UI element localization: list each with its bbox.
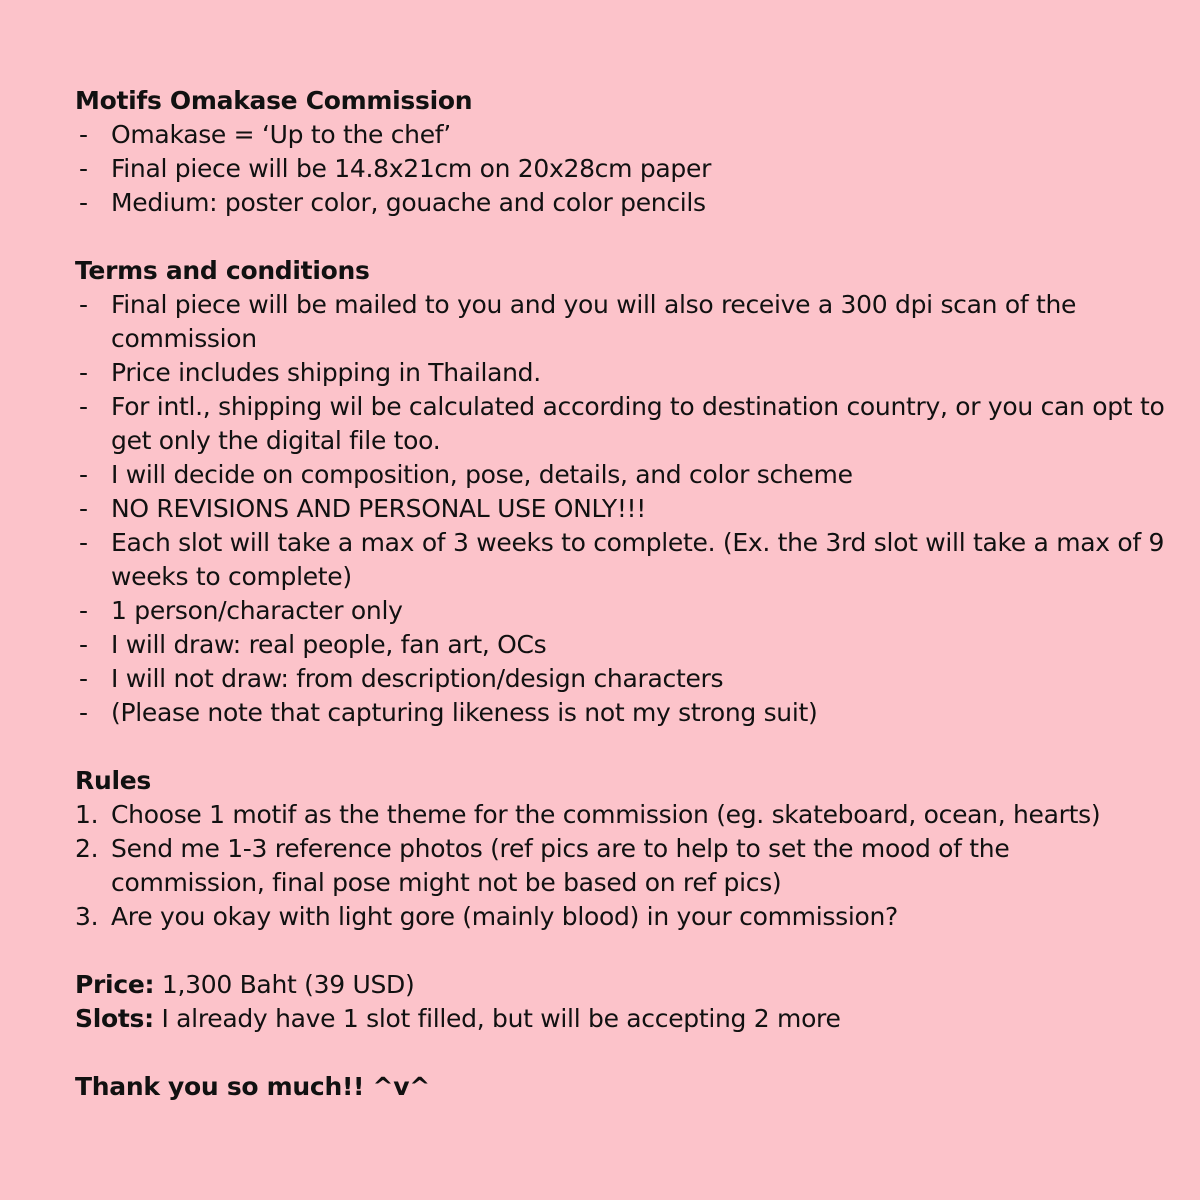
dash-marker: - [79, 358, 88, 387]
dash-marker: - [79, 494, 88, 523]
list-item-text: Omakase = ‘Up to the chef’ [111, 120, 451, 149]
list-item [75, 356, 1165, 390]
list-item [75, 832, 1165, 900]
dash-marker: - [79, 290, 88, 319]
list-item-text: Are you okay with light gore (mainly blood) in your commission? [111, 902, 898, 931]
list-item [75, 526, 1165, 594]
spacer [75, 934, 1165, 968]
list-item [75, 662, 1165, 696]
list-item [75, 288, 1165, 356]
dash-marker: - [79, 596, 88, 625]
rules-heading: Rules [75, 766, 151, 795]
list-item [75, 458, 1165, 492]
terms-list [75, 288, 1165, 730]
rules-section [75, 764, 1165, 934]
list-item [75, 390, 1165, 458]
list-item-text: I will decide on composition, pose, details, and color scheme [111, 460, 853, 489]
list-item [75, 696, 1165, 730]
dash-marker: - [79, 664, 88, 693]
list-item-text: Send me 1-3 reference photos (ref pics are to help to set the mood of the commission, final pose might not be based on ref pics) [111, 834, 1010, 897]
number-marker: 2. [75, 834, 99, 863]
list-item-text: NO REVISIONS AND PERSONAL USE ONLY!!! [111, 494, 647, 523]
list-item-text: Final piece will be 14.8x21cm on 20x28cm paper [111, 154, 712, 183]
list-item-text: I will draw: real people, fan art, OCs [111, 630, 547, 659]
closing-message: Thank you so much!! ^v^ [75, 1072, 430, 1101]
dash-marker: - [79, 460, 88, 489]
list-item [75, 594, 1165, 628]
terms-section [75, 254, 1165, 730]
list-item [75, 152, 1165, 186]
spacer [75, 220, 1165, 254]
list-item-text: For intl., shipping wil be calculated according to destination country, or you can opt to get only the digital file too. [111, 392, 1165, 455]
slots-line [75, 1002, 1165, 1036]
spacer [75, 1036, 1165, 1070]
list-item-text: I will not draw: from description/design characters [111, 664, 724, 693]
number-marker: 3. [75, 902, 99, 931]
terms-heading: Terms and conditions [75, 256, 370, 285]
list-item [75, 798, 1165, 832]
list-item [75, 628, 1165, 662]
list-item [75, 118, 1165, 152]
slots-label: Slots: [75, 1004, 154, 1033]
price-line [75, 968, 1165, 1002]
motifs-heading: Motifs Omakase Commission [75, 86, 473, 115]
list-item-text: Each slot will take a max of 3 weeks to complete. (Ex. the 3rd slot will take a max of 9 weeks to complete) [111, 528, 1165, 591]
list-item-text: Final piece will be mailed to you and you will also receive a 300 dpi scan of the commission [111, 290, 1077, 353]
slots-value: I already have 1 slot filled, but will be accepting 2 more [161, 1004, 841, 1033]
dash-marker: - [79, 392, 88, 421]
list-item [75, 900, 1165, 934]
number-marker: 1. [75, 800, 99, 829]
commission-document [75, 84, 1165, 1104]
rules-list [75, 798, 1165, 934]
motifs-list [75, 118, 1165, 220]
price-label: Price: [75, 970, 155, 999]
list-item [75, 186, 1165, 220]
list-item [75, 492, 1165, 526]
list-item-text: 1 person/character only [111, 596, 403, 625]
dash-marker: - [79, 154, 88, 183]
price-value: 1,300 Baht (39 USD) [161, 970, 415, 999]
dash-marker: - [79, 528, 88, 557]
list-item-text: Choose 1 motif as the theme for the commission (eg. skateboard, ocean, hearts) [111, 800, 1101, 829]
dash-marker: - [79, 630, 88, 659]
dash-marker: - [79, 188, 88, 217]
list-item-text: Medium: poster color, gouache and color pencils [111, 188, 706, 217]
list-item-text: Price includes shipping in Thailand. [111, 358, 541, 387]
dash-marker: - [79, 120, 88, 149]
list-item-text: (Please note that capturing likeness is not my strong suit) [111, 698, 818, 727]
spacer [75, 730, 1165, 764]
motifs-section [75, 84, 1165, 220]
dash-marker: - [79, 698, 88, 727]
